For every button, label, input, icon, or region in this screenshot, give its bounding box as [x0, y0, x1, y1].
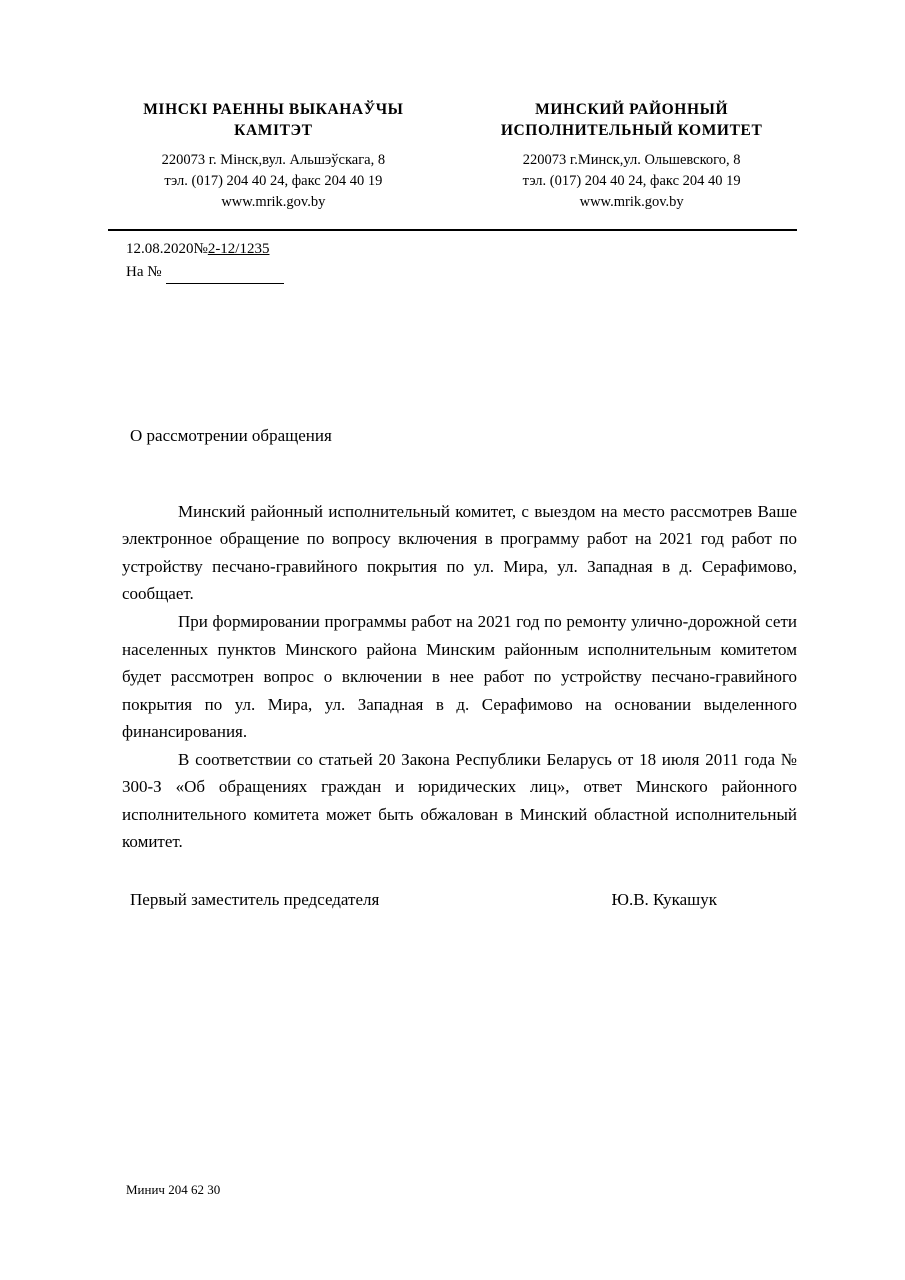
reply-to-blank [166, 270, 284, 284]
letterhead [0, 0, 905, 213]
organization-address-ru: 220073 г.Минск,ул. Ольшевского, 8 [522, 151, 741, 168]
body-paragraph-3: В соответствии со статьей 20 Закона Республики Беларусь от 18 июля 2011 года № 300-З «Об обращениях граждан и юридических лиц», ответ Минского районного исполнительного комитета может быть обжалован в Минский областной исполнительный комитет. [122, 749, 797, 852]
organization-website-be: www.mrik.gov.by [221, 193, 326, 210]
organization-phone-ru: тэл. (017) 204 40 24, факс 204 40 19 [522, 172, 741, 189]
letterhead-divider [108, 229, 797, 231]
signature-block [130, 890, 797, 910]
organization-address-be: 220073 г. Мінск,вул. Альшэўскага, 8 [161, 151, 386, 168]
number-sign: № [193, 240, 208, 257]
signatory-name: Ю.В. Кукашук [611, 889, 717, 909]
body-paragraph-2: При формировании программы работ на 2021 год по ремонту улично-дорожной сети населенных пунктов Минского района Минским районным исполнительным комитетом будет рассмотрен вопрос о включении в нее работ по устройству песчано-гравийного покрытия по ул. Мира, ул. Западная в д. Серафимово на основании выделенного финансирования. [122, 612, 797, 742]
reference-block [126, 238, 905, 284]
document-subject: О рассмотрении обращения [130, 425, 332, 445]
organization-phone-be: тэл. (017) 204 40 24, факс 204 40 19 [164, 172, 383, 189]
signatory-position: Первый заместитель председателя [130, 889, 380, 909]
organization-name-ru: МИНСКИЙ РАЙОННЫЙ ИСПОЛНИТЕЛЬНЫЙ КОМИТЕТ [500, 101, 763, 139]
body-paragraph-1: Минский районный исполнительный комитет, с выездом на место рассмотрев Ваше электронное обращение по вопросу включения в программу работ на 2021 год работ по устройству песчано-гравийного покрытия по ул. Мира, ул. Западная в д. Серафимово, сообщает. [122, 501, 797, 604]
document-date: 12.08.2020 [126, 240, 194, 257]
reference-outgoing-line [126, 238, 905, 261]
reply-to-label: На № [126, 264, 162, 281]
document-number: 2-12/1235 [207, 240, 270, 257]
reference-incoming-line [126, 261, 905, 284]
organization-name-be: МІНСКІ РАЕННЫ ВЫКАНАЎЧЫ КАМІТЭТ [143, 101, 404, 139]
letterhead-right-column [466, 100, 797, 213]
document-body [122, 498, 797, 856]
organization-website-ru: www.mrik.gov.by [579, 193, 684, 210]
letterhead-left-column [108, 100, 439, 213]
executor-note: Минич 204 62 30 [126, 1182, 221, 1197]
